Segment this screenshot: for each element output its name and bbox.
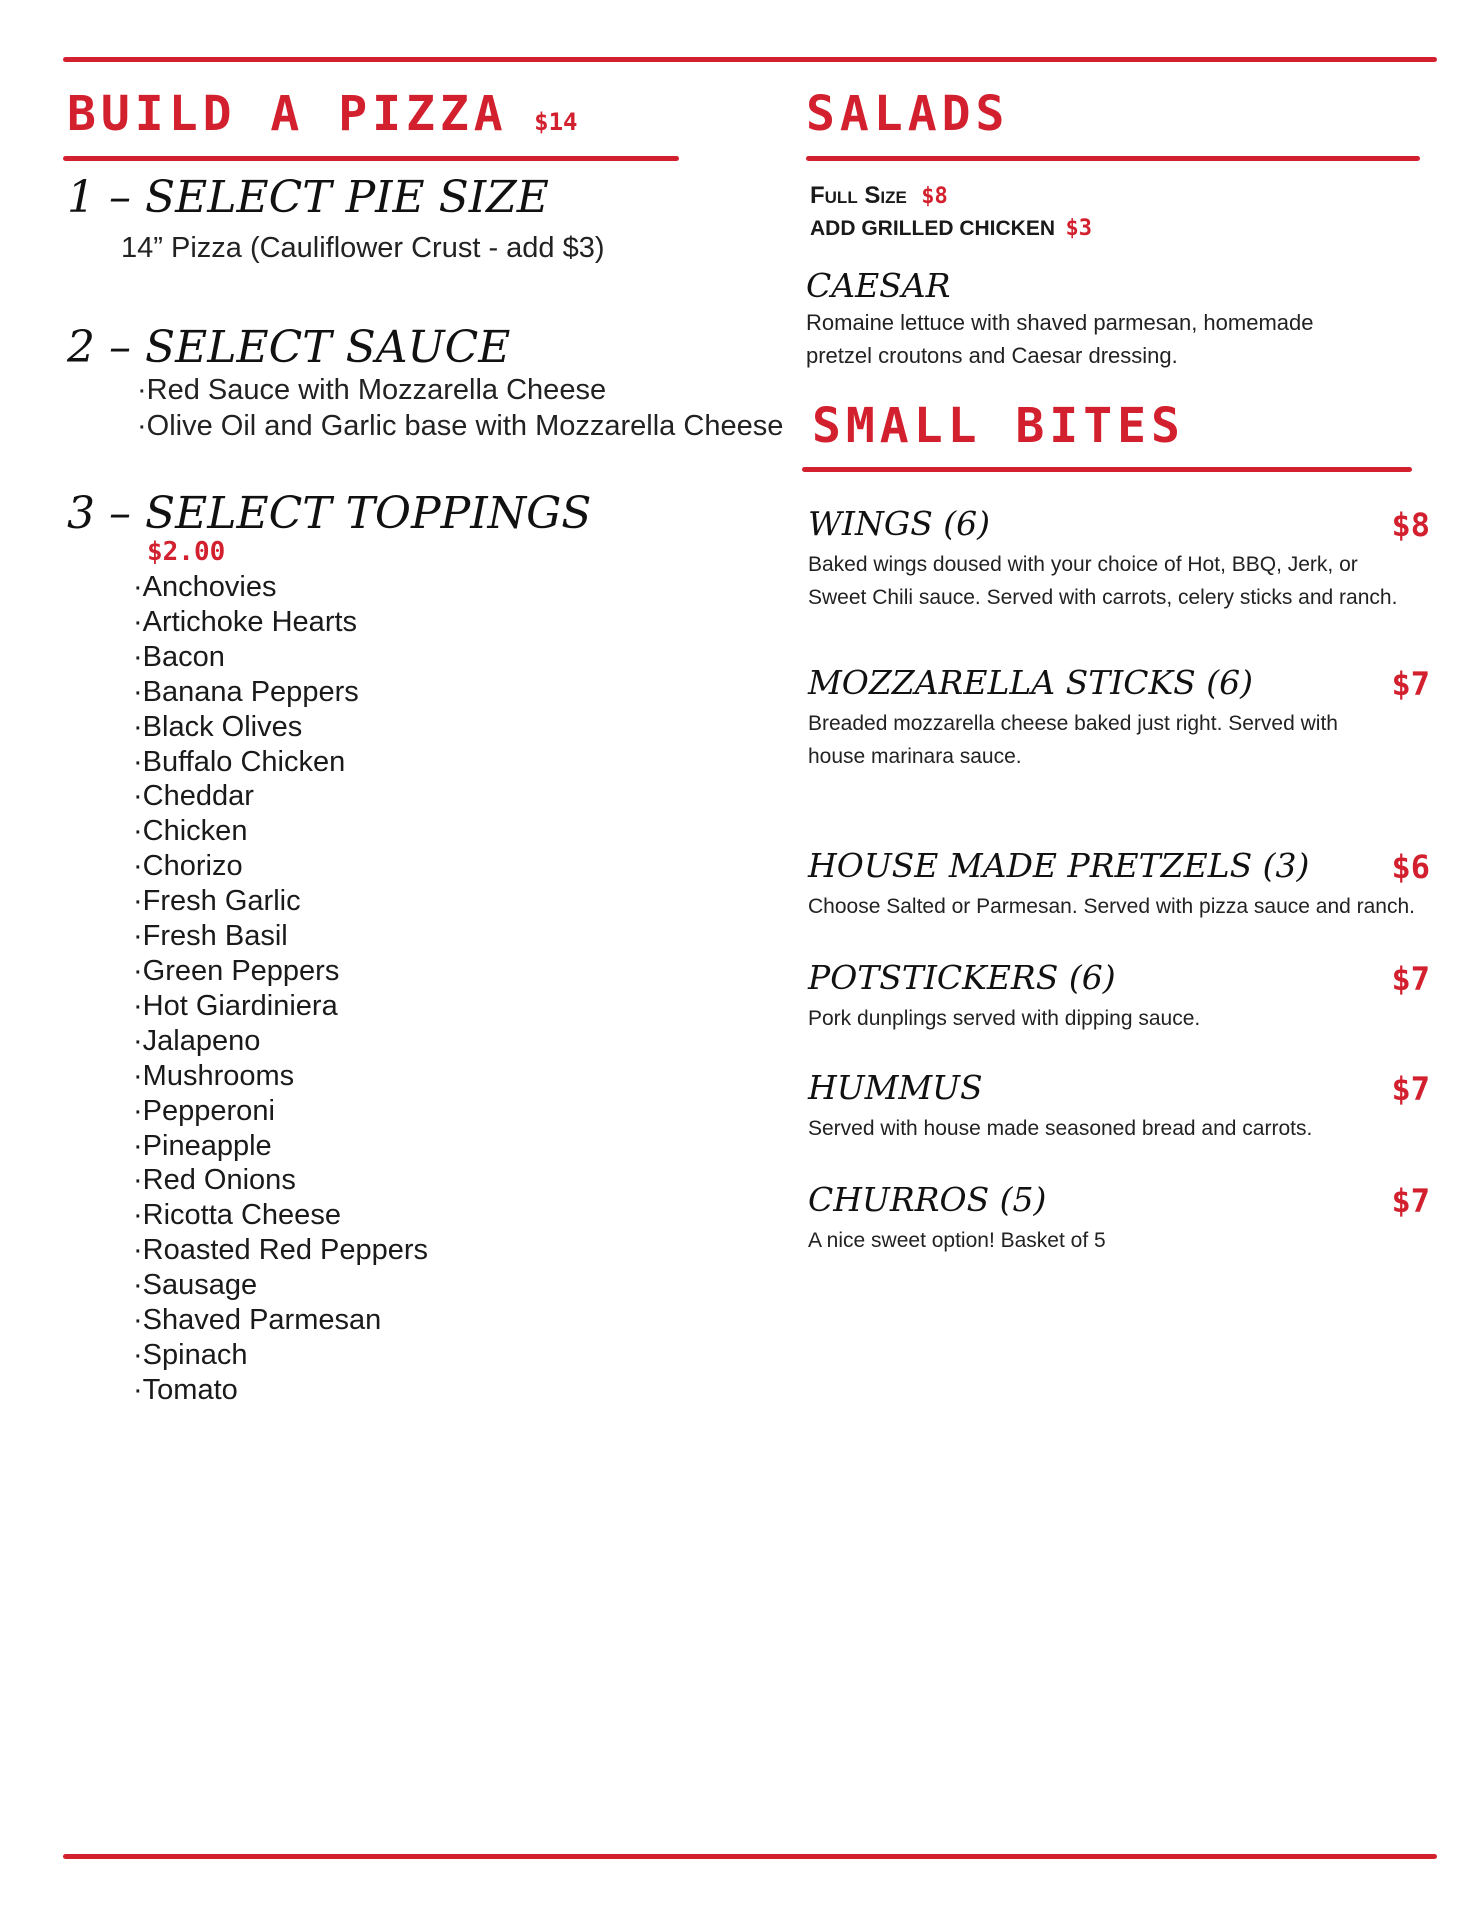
topping-item: · Hot Giardiniera bbox=[133, 989, 428, 1024]
item-desc: Choose Salted or Parmesan. Served with pizza sauce and ranch. bbox=[808, 895, 1416, 918]
item-desc: Pork dunplings served with dipping sauce. bbox=[808, 1007, 1201, 1030]
menu-item-pretzels bbox=[808, 846, 1430, 923]
caesar-name: CAESAR bbox=[806, 266, 951, 305]
salad-full-size-row bbox=[810, 182, 948, 210]
pizza-price: $14 bbox=[534, 108, 578, 136]
pizza-title: BUILD A PIZZA bbox=[67, 86, 508, 142]
menu-item-hummus bbox=[808, 1068, 1430, 1145]
topping-item: · Bacon bbox=[133, 640, 428, 675]
topping-item: · Anchovies bbox=[133, 570, 428, 605]
topping-item: · Jalapeno bbox=[133, 1024, 428, 1059]
menu-item-wings bbox=[808, 504, 1430, 614]
topping-item: · Buffalo Chicken bbox=[133, 745, 428, 780]
pizza-title-row bbox=[67, 86, 578, 142]
add-chicken-label: ADD GRILLED CHICKEN bbox=[810, 217, 1055, 240]
menu-item-potstickers bbox=[808, 958, 1430, 1035]
sauce-option: · Olive Oil and Garlic base with Mozzarella Cheese bbox=[137, 408, 783, 444]
topping-item: · Artichoke Hearts bbox=[133, 605, 428, 640]
menu-item-mozzarella-sticks bbox=[808, 663, 1430, 773]
small-bites-title: SMALL BITES bbox=[812, 398, 1185, 454]
topping-item: · Sausage bbox=[133, 1268, 428, 1303]
small-bites-rule bbox=[802, 467, 1412, 472]
item-price: $7 bbox=[1391, 665, 1430, 703]
bottom-rule bbox=[63, 1854, 1437, 1859]
salad-add-chicken-row bbox=[810, 216, 1092, 241]
topping-item: · Black Olives bbox=[133, 710, 428, 745]
topping-item: · Red Onions bbox=[133, 1163, 428, 1198]
topping-item: · Ricotta Cheese bbox=[133, 1198, 428, 1233]
item-name: HUMMUS bbox=[808, 1068, 983, 1107]
item-desc: Breaded mozzarella cheese baked just right. Served with house marinara sauce. bbox=[808, 712, 1338, 768]
caesar-desc-line1: Romaine lettuce with shaved parmesan, homemade bbox=[806, 310, 1314, 335]
topping-item: · Fresh Garlic bbox=[133, 884, 428, 919]
menu-item-churros bbox=[808, 1180, 1430, 1257]
item-desc: Baked wings doused with your choice of Hot, BBQ, Jerk, or Sweet Chili sauce. Served with carrots, celery sticks and ranch. bbox=[808, 553, 1398, 609]
item-name: HOUSE MADE PRETZELS (3) bbox=[808, 846, 1310, 885]
top-rule bbox=[63, 57, 1437, 62]
full-size-label: Full Size bbox=[810, 182, 907, 209]
item-name: MOZZARELLA STICKS (6) bbox=[808, 663, 1254, 702]
topping-item: · Shaved Parmesan bbox=[133, 1303, 428, 1338]
sauce-option: · Red Sauce with Mozzarella Cheese bbox=[137, 372, 783, 408]
step3-heading: 3 – SELECT TOPPINGS bbox=[67, 488, 592, 539]
topping-item: · Green Peppers bbox=[133, 954, 428, 989]
topping-item: · Chicken bbox=[133, 814, 428, 849]
item-name: CHURROS (5) bbox=[808, 1180, 1047, 1219]
add-chicken-price: $3 bbox=[1065, 216, 1092, 241]
sauce-list bbox=[137, 372, 783, 444]
topping-item: · Roasted Red Peppers bbox=[133, 1233, 428, 1268]
topping-item: · Cheddar bbox=[133, 779, 428, 814]
toppings-list bbox=[133, 570, 428, 1408]
item-price: $7 bbox=[1391, 1070, 1430, 1108]
step1-heading: 1 – SELECT PIE SIZE bbox=[67, 172, 549, 223]
topping-item: · Fresh Basil bbox=[133, 919, 428, 954]
full-size-price: $8 bbox=[921, 184, 948, 209]
step1-detail: 14” Pizza (Cauliflower Crust - add $3) bbox=[121, 232, 605, 264]
item-price: $6 bbox=[1391, 848, 1430, 886]
item-desc: Served with house made seasoned bread and carrots. bbox=[808, 1117, 1313, 1140]
topping-item: · Mushrooms bbox=[133, 1059, 428, 1094]
item-price: $7 bbox=[1391, 1182, 1430, 1220]
topping-item: · Pepperoni bbox=[133, 1094, 428, 1129]
topping-item: · Spinach bbox=[133, 1338, 428, 1373]
item-desc: A nice sweet option! Basket of 5 bbox=[808, 1229, 1106, 1252]
item-name: POTSTICKERS (6) bbox=[808, 958, 1116, 997]
topping-item: · Tomato bbox=[133, 1373, 428, 1408]
toppings-price: $2.00 bbox=[147, 537, 226, 567]
pizza-rule bbox=[63, 156, 679, 161]
salads-title: SALADS bbox=[806, 86, 1010, 142]
topping-item: · Chorizo bbox=[133, 849, 428, 884]
salads-rule bbox=[806, 156, 1420, 161]
topping-item: · Banana Peppers bbox=[133, 675, 428, 710]
item-price: $7 bbox=[1391, 960, 1430, 998]
item-price: $8 bbox=[1391, 506, 1430, 544]
item-name: WINGS (6) bbox=[808, 504, 991, 543]
topping-item: · Pineapple bbox=[133, 1129, 428, 1164]
caesar-desc-line2: pretzel croutons and Caesar dressing. bbox=[806, 343, 1178, 368]
step2-heading: 2 – SELECT SAUCE bbox=[67, 322, 511, 373]
